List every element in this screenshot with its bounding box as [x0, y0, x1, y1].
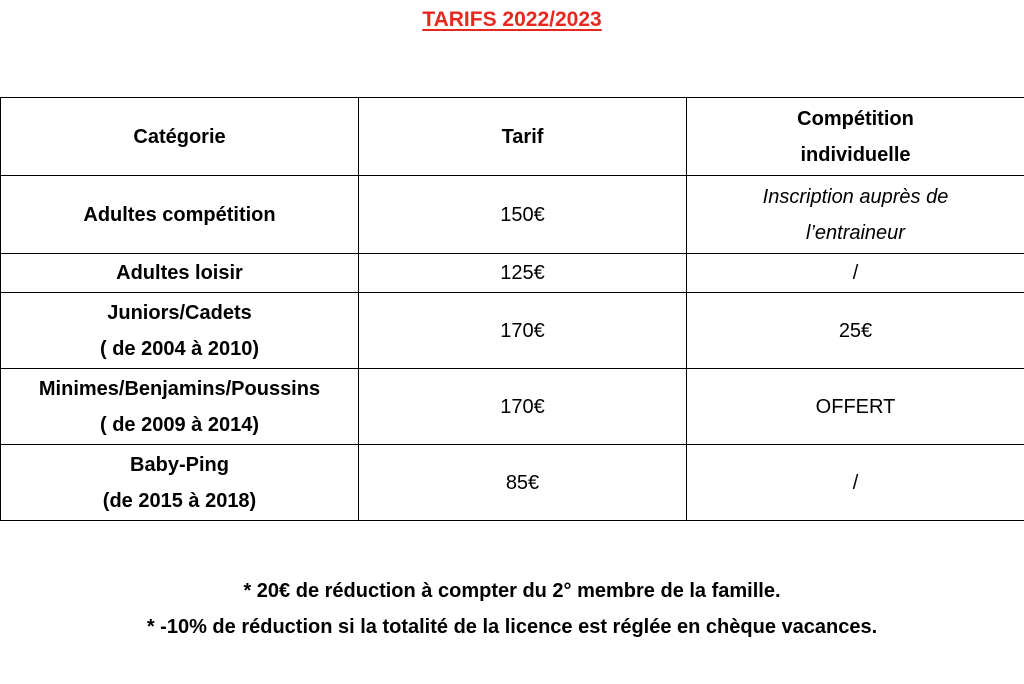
- competition-cell: /: [687, 254, 1024, 293]
- category-name: Minimes/Benjamins/Poussins: [38, 377, 321, 400]
- category-cell: [1, 369, 359, 445]
- header-category: Catégorie: [1, 98, 359, 176]
- competition-cell: /: [687, 445, 1024, 521]
- tarifs-table: [0, 97, 1024, 521]
- page-title: TARIFS 2022/2023: [422, 8, 602, 31]
- header-tarif: Tarif: [359, 98, 687, 176]
- competition-line1: Inscription auprès de: [762, 185, 949, 208]
- category-years: (de 2015 à 2018): [102, 489, 257, 512]
- category-name: Adultes compétition: [83, 203, 276, 226]
- competition-cell: 25€: [687, 293, 1024, 369]
- tarif-cell: 170€: [359, 293, 687, 369]
- notes: [0, 573, 1024, 645]
- competition-cell: OFFERT: [687, 369, 1024, 445]
- note-family-discount: * 20€ de réduction à compter du 2° membre de la famille.: [243, 580, 781, 602]
- header-competition-line1: Compétition: [797, 107, 914, 130]
- category-cell: [1, 176, 359, 254]
- note-cheque-vacances: * -10% de réduction si la totalité de la licence est réglée en chèque vacances.: [146, 616, 878, 638]
- category-cell: [1, 293, 359, 369]
- table-row: [1, 176, 1024, 254]
- tarif-cell: 125€: [359, 254, 687, 293]
- tarif-cell: 170€: [359, 369, 687, 445]
- competition-cell: [687, 176, 1024, 254]
- category-years: ( de 2009 à 2014): [100, 413, 259, 436]
- category-name: Adultes loisir: [116, 262, 243, 284]
- header-competition-line2: individuelle: [800, 143, 911, 166]
- competition-line2: l’entraineur: [806, 221, 905, 244]
- table-row: [1, 369, 1024, 445]
- category-cell: [1, 254, 359, 293]
- header-competition: [687, 98, 1024, 176]
- category-name: Baby-Ping: [130, 453, 229, 476]
- table-row: [1, 445, 1024, 521]
- category-years: ( de 2004 à 2010): [100, 337, 259, 360]
- tarif-cell: 150€: [359, 176, 687, 254]
- category-cell: [1, 445, 359, 521]
- tarif-cell: 85€: [359, 445, 687, 521]
- table-header-row: [1, 98, 1024, 176]
- category-name: Juniors/Cadets: [107, 301, 252, 324]
- table-row: [1, 254, 1024, 293]
- table-row: [1, 293, 1024, 369]
